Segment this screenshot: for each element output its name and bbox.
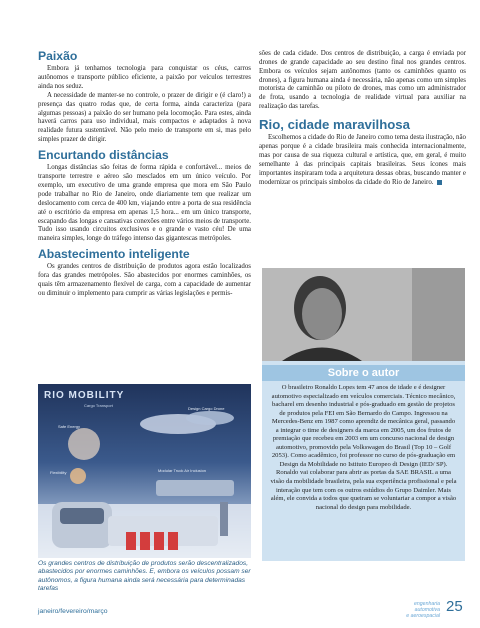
section-heading: Paixão [38,49,78,63]
magazine-name [384,602,440,619]
paragraph: Embora já tenhamos tecnologia para conquistar os céus, carros autônomos e transporte público eficiente, a paixão por veículos terrestres ainda nos seduz. [38,65,251,91]
author-portrait [262,268,465,361]
rio-mobility-illustration [38,384,251,558]
figure-title: RIO MOBILITY [44,390,125,401]
section-paixao [38,50,251,145]
figure-label: Modular Truck Air Inclusion [158,468,207,473]
author-title: Sobre o autor [262,365,465,381]
right-column [259,50,466,187]
paragraph: Os grandes centros de distribuição de produtos agora estão localizados fora das grandes metrópoles. São abastecidos por enormes caminhões, os quais têm armazenamento flexível de carga, com a capacidade de aumentar ou diminuir o implemento para cumprir as várias legislações e permis- [38,263,251,297]
author-photo [262,268,465,361]
magazine-name-line: e aeroespacial [406,612,440,619]
figure-label: Safe Energy [58,424,81,429]
figure-label: Design Cargo Drone [188,406,225,411]
paragraph: sões de cada cidade. Dos centros de distribuição, a carga é enviada por drones de grande capacidade ao seu destino final nos grandes centros. Embora os veículos sejam autônomos (tanto os caminhões quanto os drones), a figura humana ainda é necessária, não apenas como um simples motorista de caminhão ou piloto de drones, mas como um administrador de frota, usando a tecnologia de realidade virtual para auxiliar na realização das tarefas. [259,50,466,111]
paragraph: Longas distâncias são feitas de forma rápida e confortável... meios de transporte terrestre e aéreo são mesclados em um único veículo. Por exemplo, um executivo de uma grande empresa que mora em São Paulo pode trabalhar no Rio de Janeiro, onde diariamente tem que realizar um deslocamento com cerca de 400 km, viajando entre a porta de sua residência até o escritório da empresa em apenas 1,5 hora... em um único transporte, escapando das longas e cansativas conexões entre vários meios de transporte. Tudo isso usando circuitos exclusivos e o grande e vasto céu! De uma maneira simples, longe do tráfego intenso das gigantescas metrópoles. [38,164,251,243]
figure-caption: Os grandes centros de distribuição de produtos serão descentralizados, abastecidos por enormes caminhões. E, embora os veículos possam ser autônomos, a figura humana ainda será necessária para determinadas tarefas [38,560,251,592]
figure-label: Flexibility [50,470,67,475]
issue-date: janeiro/fevereiro/março [38,608,108,615]
end-mark-icon [437,180,442,185]
magazine-name-line: engenharia [414,601,440,607]
left-column [38,50,251,303]
paragraph [259,134,466,187]
magazine-name-line: automotiva [414,606,440,613]
author-box [262,361,465,561]
section-abastecimento [38,248,251,299]
author-bio: O brasileiro Ronaldo Lopes tem 47 anos de idade e é designer automotivo especializado em veículos comerciais. Técnico mecânico, bacharel em desenho industrial e pós-graduado em gestão de projetos de produtos pela FEI em São Bernardo do Campo. Ingressou na Mercedes-Benz em 1987 como aprendiz de mecânica geral, passando a integrar o time de designers da marca em 2005, um dos frutos de premiação que recebeu em 2003 em um concurso nacional de design automotivo, promovido pela Volkswagen do Brasil (Top 10 – Golf 2053). Como acadêmico, foi professor no curso de pós-graduação em Design da Mobilidade no Istituto Europeo di Design (IED/ SP). Ronaldo vai colaborar para abrir as portas da SAE BRASIL a uma visão da mobilidade brasileira, pela sua experiência profissional e pela interação que tem com os outros estúdios do Grupo Daimler. Mais além, ele convida a todos que queiram se voluntariar a compor a visão nacional do design para mobilidade. [270,384,457,511]
paragraph: A necessidade de manter-se no controle, o prazer de dirigir e (é claro!) a presença das quatro rodas que, de certa forma, ainda caracteriza (para algumas pessoas) a paixão do ser humano pela locomoção. Para estes, ainda haverá carros para uso individual, mais compactos e adaptados à nova realidade futura sustentável. Não pelo meio de transporte em si, mas pelo simples prazer de dirigir. [38,91,251,144]
section-heading: Rio, cidade maravilhosa [259,116,410,132]
section-encurtando [38,149,251,244]
paragraph-text: Escolhemos a cidade do Rio de Janeiro como tema desta ilustração, não apenas porque é a cidade brasileira mais conhecida internacionalmente, mas por causa de sua riqueza cultural e artística, que, em geral, é muito semelhante à das principais capitais brasileiras. Seus ícones mais importantes inspiraram toda a arquitetura dessas obras, buscando manter e modernizar os principais símbolos da cidade do Rio de Janeiro. [259,134,466,186]
section-heading: Encurtando distâncias [38,148,169,163]
page-number: 25 [446,598,463,615]
figure-subtitle: Cargo Transport [84,403,113,408]
section-heading: Abastecimento inteligente [38,247,190,262]
